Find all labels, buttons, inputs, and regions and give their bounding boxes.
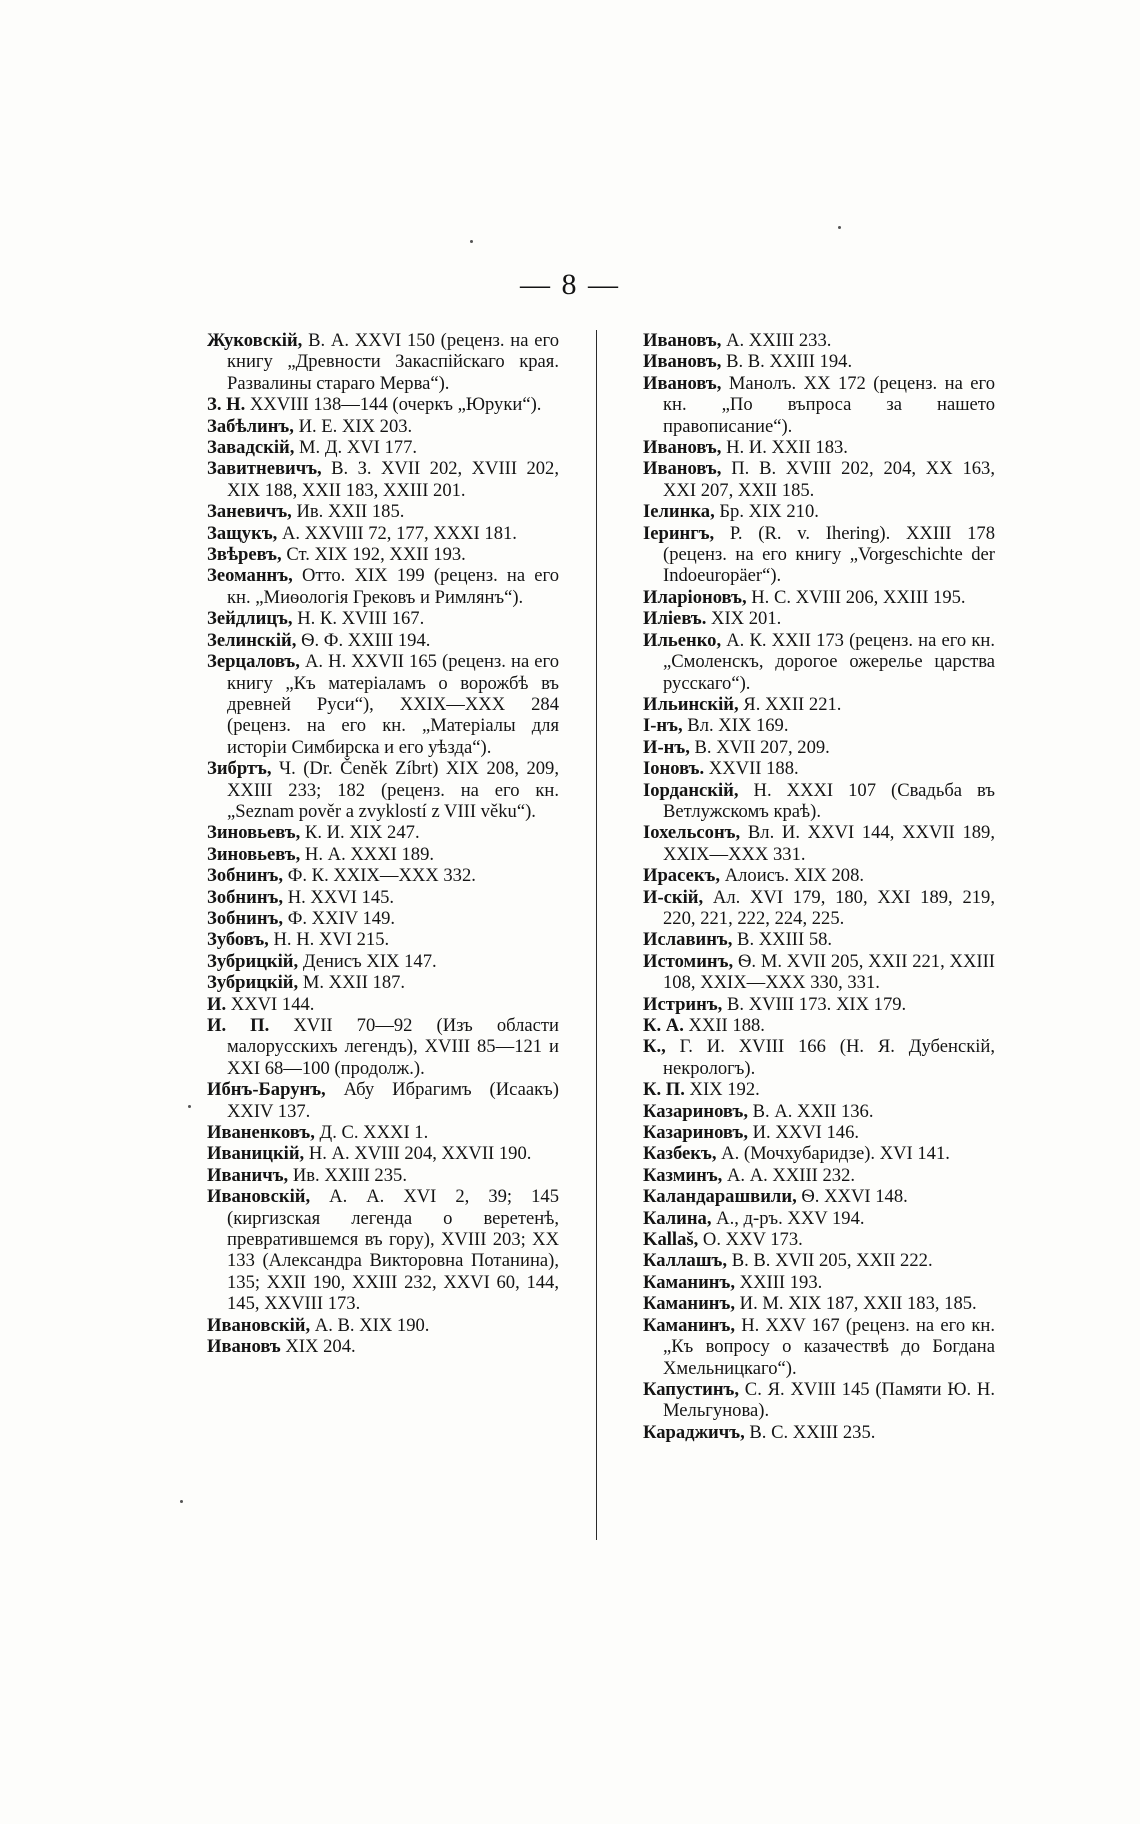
entry-name: Казбекъ,: [643, 1143, 717, 1165]
entry-reference: Манолъ. XX 172 (реценз. на его кн. „По въпроса за нашето правописание“).: [663, 372, 995, 437]
entry-name: Ивановъ,: [643, 372, 722, 394]
entry-reference: И. Е. XIX 203.: [293, 415, 413, 437]
entry-reference: А. Н. XXVII 165 (реценз. на его книгу „Къ матеріаламъ о ворожбѣ въ древней Руси“), XXIX—XXX 284 (реценз. на его кн. „Матеріалы для исторіи Симбирска и его уѣзда“).: [227, 651, 559, 758]
entry-name: Иваненковъ,: [207, 1122, 315, 1144]
entry-reference: Денисъ XIX 147.: [298, 950, 437, 972]
entry-reference: В. В. XXIII 194.: [721, 351, 853, 373]
entry-name: Иваницкій,: [207, 1143, 305, 1165]
entry-reference: В. А. XXII 136.: [747, 1100, 874, 1122]
entry-reference: А. А. XXIII 232.: [722, 1164, 856, 1186]
entry-reference: Вл. И. XXVI 144, XXVII 189, XXIX—XXX 331.: [663, 822, 995, 865]
entry-name: Каллашъ,: [643, 1250, 728, 1272]
index-entry: [643, 1165, 995, 1186]
entry-reference: Абу Ибрагимъ (Исаакъ) XXIV 137.: [227, 1079, 559, 1122]
entry-name: Зибртъ,: [207, 758, 272, 780]
entry-name: Іорданскій,: [643, 779, 739, 801]
entry-reference: Ѳ. XXVI 148.: [796, 1186, 908, 1208]
index-entry: [643, 330, 995, 351]
entry-name: Ирасекъ,: [643, 865, 721, 887]
entry-reference: П. В. XVIII 202, 204, XX 163, XXI 207, XXII 185.: [663, 458, 995, 501]
index-entry: [207, 416, 559, 437]
index-entry: [207, 330, 559, 394]
index-entry: [643, 373, 995, 437]
entry-reference: Г. И. XVIII 166 (Н. Я. Дубенскій, некрологъ).: [663, 1036, 995, 1079]
index-entry: [207, 822, 559, 843]
entry-name: Завадскій,: [207, 437, 295, 459]
index-entry: [207, 501, 559, 522]
entry-name: Каландарашвили,: [643, 1186, 797, 1208]
entry-reference: Н. А. XXXI 189.: [300, 843, 435, 865]
entry-name: Ивановъ,: [643, 458, 722, 480]
index-entry: [207, 1165, 559, 1186]
entry-name: И-нъ,: [643, 736, 690, 758]
entry-name: Зубрицкій,: [207, 950, 299, 972]
entry-name: Калина,: [643, 1207, 712, 1229]
entry-name: Истоминъ,: [643, 950, 734, 972]
entry-name: Иваничъ,: [207, 1164, 289, 1186]
entry-reference: И. М. XIX 187, XXII 183, 185.: [735, 1293, 977, 1315]
index-entry: [643, 737, 995, 758]
entry-name: Ивановскій,: [207, 1314, 311, 1336]
index-entry: [207, 972, 559, 993]
entry-name: К. П.: [643, 1079, 685, 1101]
entry-reference: XXII 188.: [683, 1015, 765, 1036]
index-entry: [643, 1272, 995, 1293]
entry-name: Ивановъ,: [643, 437, 722, 459]
index-entry: [643, 351, 995, 372]
index-entry: [207, 1315, 559, 1336]
entry-reference: А. XXIII 233.: [721, 330, 832, 351]
entry-name: Ивановъ: [207, 1336, 281, 1358]
entry-reference: М. Д. XVI 177.: [294, 437, 418, 459]
entry-reference: А. А. XVI 2, 39; 145 (киргизская легенда о веретенѣ, превратившемся въ гору), XVIII 203; XX 133 (Александра Викторовна Потанина), 135; XXII 190, XXIII 232, XXVI 60, 144, 145, XXVIII 173.: [227, 1186, 559, 1315]
entry-name: Зобнинъ,: [207, 907, 284, 929]
entry-name: Ивановскій,: [207, 1186, 311, 1208]
index-entry: [643, 1122, 995, 1143]
entry-name: Забѣлинъ,: [207, 415, 294, 437]
entry-name: И-скій,: [643, 886, 704, 908]
entry-name: Истринъ,: [643, 993, 723, 1015]
index-entry: [207, 565, 559, 608]
index-entry: [643, 1036, 995, 1079]
entry-reference: Н. XXVI 145.: [283, 886, 395, 908]
entry-name: И. П.: [207, 1015, 270, 1036]
entry-name: Ивановъ,: [643, 330, 722, 351]
entry-name: Зеоманнъ,: [207, 565, 293, 587]
index-entry: [643, 865, 995, 886]
index-entry: [643, 1315, 995, 1379]
index-entry: [207, 394, 559, 415]
entry-name: Зобнинъ,: [207, 886, 284, 908]
entry-name: Ивановъ,: [643, 351, 722, 373]
entry-reference: Н. С. XVIII 206, XXIII 195.: [746, 586, 966, 608]
index-entry: [643, 501, 995, 522]
entry-reference: Бр. XIX 210.: [714, 501, 819, 523]
entry-reference: А. К. XXII 173 (реценз. на его кн. „Смоленскъ, дорогое ожерелье царства русскаго“).: [663, 629, 995, 694]
entry-reference: С. Я. XVIII 145 (Памяти Ю. Н. Мельгунова).: [663, 1378, 995, 1422]
entry-name: Защукъ,: [207, 522, 278, 544]
entry-reference: XXVI 144.: [226, 993, 315, 1015]
index-entry: [207, 929, 559, 950]
index-entry: [643, 929, 995, 950]
entry-reference: Я. XXII 221.: [738, 693, 842, 715]
index-entry: [643, 1208, 995, 1229]
index-entry: [207, 758, 559, 822]
entry-name: Зейдлицъ,: [207, 608, 293, 630]
entry-name: Kallaš,: [643, 1229, 699, 1251]
index-entry: [643, 1101, 995, 1122]
entry-name: Иларіоновъ,: [643, 586, 747, 608]
index-entry: [643, 951, 995, 994]
entry-reference: Д. С. XXXI 1.: [314, 1122, 429, 1144]
index-entry: [643, 608, 995, 629]
entry-name: Звѣревъ,: [207, 544, 282, 566]
index-entry: [643, 994, 995, 1015]
entry-name: Зиновьевъ,: [207, 822, 301, 844]
entry-reference: А. (Мочхубаридзе). XVI 141.: [716, 1143, 950, 1165]
entry-name: Жуковскій,: [207, 330, 303, 351]
entry-name: З. Н.: [207, 394, 246, 416]
entry-name: Каманинъ,: [643, 1314, 735, 1336]
entry-name: Зиновьевъ,: [207, 843, 301, 865]
entry-reference: Н. XXV 167 (реценз. на его кн. „Къ вопросу о казачествѣ до Богдана Хмельницкаго“).: [663, 1314, 995, 1379]
entry-reference: Н. А. XVIII 204, XXVII 190.: [304, 1143, 532, 1165]
index-entry: [643, 1143, 995, 1164]
entry-name: Заневичъ,: [207, 501, 292, 523]
entry-name: К. А.: [643, 1015, 684, 1036]
entry-reference: Ф. XXIV 149.: [283, 907, 396, 929]
index-entry: [207, 1015, 559, 1079]
entry-reference: В. XXIII 58.: [732, 929, 833, 951]
index-entry: [207, 437, 559, 458]
entry-reference: В. С. XXIII 235.: [744, 1421, 876, 1443]
entry-reference: А. В. XIX 190.: [310, 1314, 430, 1336]
entry-name: Караджичъ,: [643, 1421, 745, 1443]
entry-reference: М. XXII 187.: [298, 972, 406, 994]
entry-reference: Н. XXXI 107 (Свадьба въ Ветлужскомъ краѣ).: [663, 779, 995, 822]
entry-name: К.,: [643, 1036, 666, 1058]
index-entry: [643, 1186, 995, 1207]
entry-name: Казариновъ,: [643, 1122, 748, 1144]
entry-reference: В. В. XVII 205, XXII 222.: [727, 1250, 933, 1272]
entry-reference: Н. К. XVIII 167.: [292, 608, 425, 630]
entry-reference: Ѳ. Ф. XXIII 194.: [296, 629, 431, 651]
entry-name: Иславинъ,: [643, 929, 733, 951]
entry-reference: XIX 192.: [684, 1079, 760, 1101]
index-entry: [207, 865, 559, 886]
entry-name: Зубовъ,: [207, 929, 269, 951]
index-entry: [643, 694, 995, 715]
entry-reference: И. XXVI 146.: [747, 1122, 860, 1144]
entry-reference: Ч. (Dr. Čeněk Zíbrt) XIX 208, 209, XXIII 233; 182 (реценз. на его кн. „Seznam pověr a zvyklostí z VIII věku“).: [227, 758, 559, 822]
index-entry: [643, 1229, 995, 1250]
entry-name: Казминъ,: [643, 1164, 723, 1186]
index-entry: [207, 908, 559, 929]
index-entry: [207, 458, 559, 501]
entry-name: Завитневичъ,: [207, 458, 322, 480]
entry-reference: А. XXVIII 72, 177, XXXI 181.: [277, 522, 517, 544]
index-entry: [643, 780, 995, 823]
entry-reference: Ѳ. М. XVII 205, XXII 221, XXIII 108, XXIX—XXX 330, 331.: [663, 950, 995, 994]
entry-reference: В. XVIII 173. XIX 179.: [722, 993, 907, 1015]
entry-name: І-нъ,: [643, 715, 683, 737]
entry-name: Іохельсонъ,: [643, 822, 741, 844]
index-entry: [643, 822, 995, 865]
index-entry: [643, 1293, 995, 1314]
entry-name: Каманинъ,: [643, 1293, 735, 1315]
entry-reference: XIX 201.: [706, 608, 782, 630]
index-entry: [207, 1336, 559, 1357]
column-divider: [596, 330, 597, 1540]
entry-reference: Ф. К. XXIX—XXX 332.: [283, 865, 476, 887]
entry-reference: В. А. XXVI 150 (реценз. на его книгу „Древности Закаспійскаго края. Развалины стараго Мерва“).: [227, 330, 559, 394]
entry-reference: XIX 204.: [280, 1336, 356, 1358]
index-entry: [207, 887, 559, 908]
entry-name: Іелинка,: [643, 501, 715, 523]
entry-reference: В. XVII 207, 209.: [689, 736, 830, 758]
entry-name: Зелинскій,: [207, 629, 297, 651]
paper-speck: [838, 226, 841, 229]
index-entry: [207, 630, 559, 651]
index-entry: [207, 544, 559, 565]
entry-reference: XXIII 193.: [735, 1271, 823, 1293]
entry-name: Иліевъ.: [643, 608, 707, 630]
index-entry: [643, 1079, 995, 1100]
entry-reference: Н. И. XXII 183.: [721, 437, 848, 459]
index-entry: [643, 437, 995, 458]
index-entry: [207, 844, 559, 865]
page-number: — 8 —: [520, 268, 620, 301]
entry-reference: А., д-ръ. XXV 194.: [711, 1207, 865, 1229]
entry-name: Ильенко,: [643, 629, 722, 651]
paper-speck: [188, 1105, 191, 1108]
index-column-left: [207, 330, 559, 1358]
entry-reference: XXVII 188.: [704, 758, 799, 780]
index-entry: [207, 1143, 559, 1164]
entry-name: Іоновъ.: [643, 758, 705, 780]
paper-speck: [470, 240, 473, 243]
index-entry: [643, 458, 995, 501]
entry-reference: Отто. XIX 199 (реценз. на его кн. „Миѳологія Грековъ и Римлянъ“).: [227, 565, 559, 608]
entry-reference: XVII 70—92 (Изъ области малорусскихъ легендъ), XVIII 85—121 и XXI 68—100 (продолж.).: [227, 1015, 560, 1079]
index-entry: [643, 1379, 995, 1422]
index-entry: [643, 587, 995, 608]
index-entry: [643, 715, 995, 736]
entry-name: Казариновъ,: [643, 1100, 748, 1122]
entry-reference: Ал. XVI 179, 180, XXI 189, 219, 220, 221, 222, 224, 225.: [663, 886, 995, 929]
entry-name: Ибнъ-Барунъ,: [207, 1079, 326, 1101]
entry-name: Зубрицкій,: [207, 972, 299, 994]
entry-name: Капустинъ,: [643, 1378, 740, 1400]
entry-reference: Н. Н. XVI 215.: [268, 929, 390, 951]
index-entry: [207, 1186, 559, 1314]
index-entry: [207, 994, 559, 1015]
entry-name: Зерцаловъ,: [207, 651, 300, 673]
index-entry: [643, 1422, 995, 1443]
index-entry: [643, 523, 995, 587]
entry-reference: Алоисъ. XIX 208.: [720, 865, 865, 887]
index-entry: [643, 1015, 995, 1036]
index-entry: [207, 651, 559, 758]
entry-name: Іерингъ,: [643, 522, 715, 544]
entry-reference: Вл. XIX 169.: [682, 715, 789, 737]
index-entry: [643, 887, 995, 930]
entry-name: Ильинскій,: [643, 693, 739, 715]
entry-reference: XXVIII 138—144 (очеркъ „Юруки“).: [245, 394, 542, 416]
entry-reference: Р. (R. v. Ihering). XXIII 178 (реценз. на его книгу „Vorgeschichte der Indoeuropäer“).: [663, 522, 995, 587]
entry-name: Зобнинъ,: [207, 865, 284, 887]
index-entry: [207, 951, 559, 972]
index-entry: [207, 608, 559, 629]
entry-name: И.: [207, 993, 227, 1015]
index-column-right: [643, 330, 995, 1443]
paper-speck: [180, 1500, 183, 1503]
index-entry: [207, 523, 559, 544]
entry-reference: Ив. XXIII 235.: [288, 1164, 407, 1186]
entry-name: Каманинъ,: [643, 1271, 735, 1293]
entry-reference: О. XXV 173.: [698, 1229, 803, 1251]
index-entry: [643, 1250, 995, 1271]
index-entry: [643, 758, 995, 779]
index-entry: [643, 630, 995, 694]
entry-reference: Ив. XXII 185.: [291, 501, 405, 523]
entry-reference: К. И. XIX 247.: [300, 822, 420, 844]
entry-reference: Ст. XIX 192, XXII 193.: [281, 544, 466, 566]
index-entry: [207, 1079, 559, 1122]
entry-reference: В. З. XVII 202, XVIII 202, XIX 188, XXII 183, XXIII 201.: [227, 458, 559, 501]
index-entry: [207, 1122, 559, 1143]
